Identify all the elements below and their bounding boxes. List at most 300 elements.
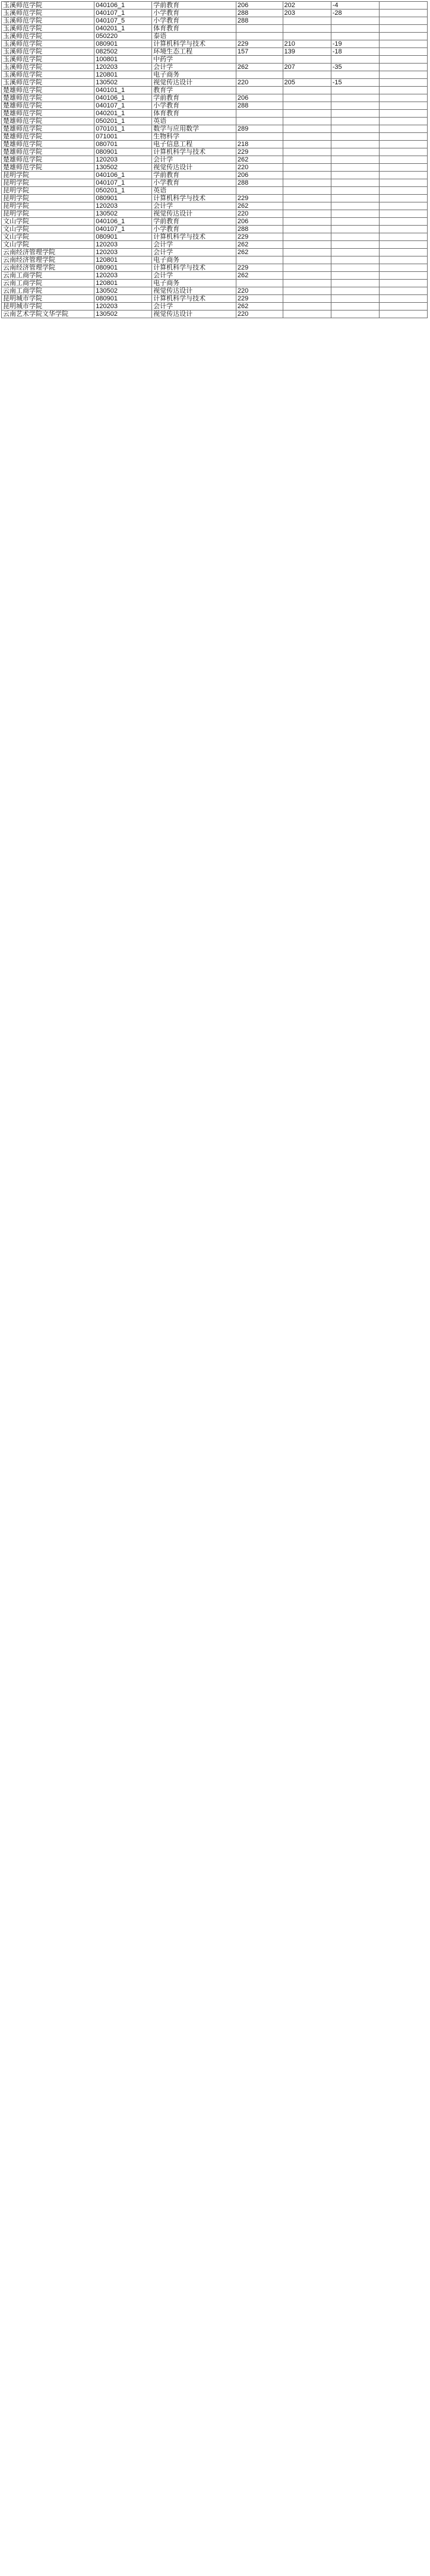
table-row bbox=[2, 40, 428, 48]
table-row bbox=[2, 156, 428, 164]
school-cell: 文山学院 bbox=[2, 233, 94, 241]
score-cell: 229 bbox=[236, 295, 283, 303]
score-cell: 206 bbox=[236, 2, 283, 9]
table-row bbox=[2, 110, 428, 118]
code-cell: 040201_1 bbox=[94, 110, 152, 118]
min-cell bbox=[283, 71, 331, 79]
avg-cell bbox=[331, 141, 379, 148]
code-cell: 130502 bbox=[94, 310, 152, 318]
code-cell: 120203 bbox=[94, 303, 152, 310]
diff-cell bbox=[379, 241, 427, 249]
diff-cell bbox=[379, 118, 427, 125]
table-row bbox=[2, 280, 428, 287]
school-cell: 云南工商学院 bbox=[2, 287, 94, 295]
min-cell bbox=[283, 125, 331, 133]
min-cell bbox=[283, 233, 331, 241]
school-cell: 云南工商学院 bbox=[2, 280, 94, 287]
school-cell: 云南经济管理学院 bbox=[2, 264, 94, 272]
min-cell bbox=[283, 110, 331, 118]
school-cell: 昆明学院 bbox=[2, 179, 94, 187]
diff-cell bbox=[379, 172, 427, 179]
diff-cell bbox=[379, 264, 427, 272]
major-cell: 会计学 bbox=[152, 202, 236, 210]
major-cell: 小学教育 bbox=[152, 179, 236, 187]
avg-cell bbox=[331, 125, 379, 133]
code-cell: 040106_1 bbox=[94, 218, 152, 226]
school-cell: 玉溪师范学院 bbox=[2, 17, 94, 25]
major-cell: 学前教育 bbox=[152, 218, 236, 226]
avg-cell bbox=[331, 256, 379, 264]
avg-cell bbox=[331, 210, 379, 218]
code-cell: 120203 bbox=[94, 156, 152, 164]
code-cell: 040106_1 bbox=[94, 94, 152, 102]
school-cell: 玉溪师范学院 bbox=[2, 40, 94, 48]
major-cell: 会计学 bbox=[152, 241, 236, 249]
table-row bbox=[2, 125, 428, 133]
avg-cell bbox=[331, 118, 379, 125]
major-cell: 视觉传达设计 bbox=[152, 210, 236, 218]
code-cell: 040107_1 bbox=[94, 9, 152, 17]
score-cell: 262 bbox=[236, 249, 283, 256]
code-cell: 040201_1 bbox=[94, 25, 152, 33]
table-row bbox=[2, 264, 428, 272]
table-row bbox=[2, 102, 428, 110]
diff-cell bbox=[379, 64, 427, 71]
major-cell: 小学教育 bbox=[152, 102, 236, 110]
min-cell bbox=[283, 33, 331, 40]
diff-cell bbox=[379, 79, 427, 87]
avg-cell bbox=[331, 102, 379, 110]
major-cell: 体育教育 bbox=[152, 110, 236, 118]
table-row bbox=[2, 241, 428, 249]
major-cell: 小学教育 bbox=[152, 226, 236, 233]
avg-cell bbox=[331, 25, 379, 33]
diff-cell bbox=[379, 94, 427, 102]
min-cell bbox=[283, 280, 331, 287]
table-row bbox=[2, 195, 428, 202]
diff-cell bbox=[379, 33, 427, 40]
school-cell: 文山学院 bbox=[2, 218, 94, 226]
diff-cell bbox=[379, 233, 427, 241]
avg-cell bbox=[331, 164, 379, 172]
min-cell bbox=[283, 210, 331, 218]
school-cell: 玉溪师范学院 bbox=[2, 79, 94, 87]
code-cell: 120203 bbox=[94, 64, 152, 71]
min-cell: 207 bbox=[283, 64, 331, 71]
major-cell: 英语 bbox=[152, 118, 236, 125]
diff-cell bbox=[379, 195, 427, 202]
school-cell: 玉溪师范学院 bbox=[2, 2, 94, 9]
school-cell: 文山学院 bbox=[2, 241, 94, 249]
score-cell: 289 bbox=[236, 125, 283, 133]
table-row bbox=[2, 172, 428, 179]
diff-cell bbox=[379, 179, 427, 187]
min-cell bbox=[283, 172, 331, 179]
code-cell: 080901 bbox=[94, 195, 152, 202]
major-cell: 泰语 bbox=[152, 33, 236, 40]
score-cell: 206 bbox=[236, 218, 283, 226]
score-cell bbox=[236, 56, 283, 64]
score-cell: 229 bbox=[236, 40, 283, 48]
table-row bbox=[2, 56, 428, 64]
table-row bbox=[2, 87, 428, 94]
school-cell: 玉溪师范学院 bbox=[2, 48, 94, 56]
min-cell: 139 bbox=[283, 48, 331, 56]
score-cell bbox=[236, 71, 283, 79]
major-cell: 中药学 bbox=[152, 56, 236, 64]
diff-cell bbox=[379, 148, 427, 156]
avg-cell bbox=[331, 179, 379, 187]
avg-cell bbox=[331, 33, 379, 40]
diff-cell bbox=[379, 110, 427, 118]
score-cell: 206 bbox=[236, 172, 283, 179]
score-cell: 220 bbox=[236, 79, 283, 87]
school-cell: 玉溪师范学院 bbox=[2, 56, 94, 64]
school-cell: 楚雄师范学院 bbox=[2, 118, 94, 125]
major-cell: 视觉传达设计 bbox=[152, 164, 236, 172]
avg-cell bbox=[331, 94, 379, 102]
avg-cell bbox=[331, 218, 379, 226]
code-cell: 120801 bbox=[94, 280, 152, 287]
diff-cell bbox=[379, 249, 427, 256]
score-cell bbox=[236, 256, 283, 264]
avg-cell bbox=[331, 71, 379, 79]
score-cell bbox=[236, 87, 283, 94]
avg-cell bbox=[331, 87, 379, 94]
avg-cell bbox=[331, 310, 379, 318]
score-cell: 288 bbox=[236, 102, 283, 110]
major-cell: 学前教育 bbox=[152, 172, 236, 179]
table-row bbox=[2, 233, 428, 241]
diff-cell bbox=[379, 2, 427, 9]
avg-cell: -15 bbox=[331, 79, 379, 87]
score-cell bbox=[236, 25, 283, 33]
code-cell: 120203 bbox=[94, 272, 152, 280]
score-cell: 288 bbox=[236, 17, 283, 25]
avg-cell bbox=[331, 202, 379, 210]
table-row bbox=[2, 295, 428, 303]
major-cell: 计算机科学与技术 bbox=[152, 264, 236, 272]
table-row bbox=[2, 202, 428, 210]
table-row bbox=[2, 48, 428, 56]
diff-cell bbox=[379, 17, 427, 25]
major-cell: 电子商务 bbox=[152, 256, 236, 264]
major-cell: 计算机科学与技术 bbox=[152, 233, 236, 241]
score-cell: 262 bbox=[236, 156, 283, 164]
school-cell: 楚雄师范学院 bbox=[2, 110, 94, 118]
score-cell bbox=[236, 280, 283, 287]
school-cell: 昆明城市学院 bbox=[2, 303, 94, 310]
score-cell: 220 bbox=[236, 210, 283, 218]
school-cell: 楚雄师范学院 bbox=[2, 148, 94, 156]
diff-cell bbox=[379, 226, 427, 233]
score-cell: 288 bbox=[236, 226, 283, 233]
major-cell: 视觉传达设计 bbox=[152, 287, 236, 295]
school-cell: 楚雄师范学院 bbox=[2, 133, 94, 141]
code-cell: 130502 bbox=[94, 210, 152, 218]
avg-cell bbox=[331, 187, 379, 195]
avg-cell bbox=[331, 148, 379, 156]
diff-cell bbox=[379, 280, 427, 287]
score-cell: 288 bbox=[236, 9, 283, 17]
table-body bbox=[2, 2, 428, 318]
school-cell: 楚雄师范学院 bbox=[2, 102, 94, 110]
table-row bbox=[2, 64, 428, 71]
score-cell: 229 bbox=[236, 233, 283, 241]
min-cell bbox=[283, 295, 331, 303]
avg-cell: -35 bbox=[331, 64, 379, 71]
diff-cell bbox=[379, 102, 427, 110]
score-cell: 218 bbox=[236, 141, 283, 148]
code-cell: 130502 bbox=[94, 79, 152, 87]
major-cell: 英语 bbox=[152, 187, 236, 195]
major-cell: 计算机科学与技术 bbox=[152, 195, 236, 202]
diff-cell bbox=[379, 210, 427, 218]
min-cell bbox=[283, 179, 331, 187]
code-cell: 120203 bbox=[94, 249, 152, 256]
school-cell: 楚雄师范学院 bbox=[2, 125, 94, 133]
avg-cell bbox=[331, 264, 379, 272]
avg-cell bbox=[331, 249, 379, 256]
major-cell: 会计学 bbox=[152, 303, 236, 310]
min-cell bbox=[283, 141, 331, 148]
school-cell: 云南经济管理学院 bbox=[2, 256, 94, 264]
code-cell: 040107_1 bbox=[94, 102, 152, 110]
major-cell: 视觉传达设计 bbox=[152, 310, 236, 318]
table-row bbox=[2, 256, 428, 264]
min-cell bbox=[283, 272, 331, 280]
major-cell: 学前教育 bbox=[152, 2, 236, 9]
min-cell bbox=[283, 56, 331, 64]
code-cell: 080901 bbox=[94, 264, 152, 272]
school-cell: 楚雄师范学院 bbox=[2, 141, 94, 148]
diff-cell bbox=[379, 71, 427, 79]
code-cell: 120203 bbox=[94, 241, 152, 249]
major-cell: 会计学 bbox=[152, 249, 236, 256]
major-cell: 电子商务 bbox=[152, 71, 236, 79]
score-cell: 220 bbox=[236, 164, 283, 172]
code-cell: 050201_1 bbox=[94, 187, 152, 195]
table-row bbox=[2, 179, 428, 187]
diff-cell bbox=[379, 187, 427, 195]
school-cell: 云南艺术学院文华学院 bbox=[2, 310, 94, 318]
avg-cell bbox=[331, 133, 379, 141]
school-cell: 玉溪师范学院 bbox=[2, 9, 94, 17]
min-cell: 205 bbox=[283, 79, 331, 87]
avg-cell bbox=[331, 295, 379, 303]
avg-cell bbox=[331, 233, 379, 241]
diff-cell bbox=[379, 48, 427, 56]
table-row bbox=[2, 303, 428, 310]
diff-cell bbox=[379, 156, 427, 164]
major-cell: 视觉传达设计 bbox=[152, 79, 236, 87]
diff-cell bbox=[379, 25, 427, 33]
table-row bbox=[2, 164, 428, 172]
code-cell: 050201_1 bbox=[94, 118, 152, 125]
table-row bbox=[2, 133, 428, 141]
major-cell: 会计学 bbox=[152, 64, 236, 71]
major-cell: 小学教育 bbox=[152, 17, 236, 25]
school-cell: 楚雄师范学院 bbox=[2, 87, 94, 94]
score-cell: 229 bbox=[236, 148, 283, 156]
code-cell: 040106_1 bbox=[94, 172, 152, 179]
table-row bbox=[2, 71, 428, 79]
min-cell bbox=[283, 226, 331, 233]
major-cell: 计算机科学与技术 bbox=[152, 148, 236, 156]
min-cell bbox=[283, 187, 331, 195]
diff-cell bbox=[379, 125, 427, 133]
diff-cell bbox=[379, 40, 427, 48]
score-cell: 229 bbox=[236, 264, 283, 272]
major-cell: 环境生态工程 bbox=[152, 48, 236, 56]
table-row bbox=[2, 94, 428, 102]
score-cell: 220 bbox=[236, 310, 283, 318]
avg-cell bbox=[331, 17, 379, 25]
table-row bbox=[2, 226, 428, 233]
school-cell: 昆明城市学院 bbox=[2, 295, 94, 303]
avg-cell: -19 bbox=[331, 40, 379, 48]
major-cell: 电子信息工程 bbox=[152, 141, 236, 148]
table-row bbox=[2, 2, 428, 9]
major-cell: 会计学 bbox=[152, 156, 236, 164]
table-row bbox=[2, 33, 428, 40]
score-cell: 262 bbox=[236, 64, 283, 71]
diff-cell bbox=[379, 164, 427, 172]
min-cell bbox=[283, 249, 331, 256]
code-cell: 040101_1 bbox=[94, 87, 152, 94]
min-cell bbox=[283, 303, 331, 310]
school-cell: 昆明学院 bbox=[2, 195, 94, 202]
diff-cell bbox=[379, 56, 427, 64]
avg-cell bbox=[331, 303, 379, 310]
code-cell: 080901 bbox=[94, 148, 152, 156]
code-cell: 120203 bbox=[94, 202, 152, 210]
school-cell: 昆明学院 bbox=[2, 202, 94, 210]
school-cell: 楚雄师范学院 bbox=[2, 156, 94, 164]
major-cell: 数学与应用数学 bbox=[152, 125, 236, 133]
avg-cell bbox=[331, 226, 379, 233]
diff-cell bbox=[379, 295, 427, 303]
school-cell: 文山学院 bbox=[2, 226, 94, 233]
admission-score-table bbox=[1, 1, 428, 318]
avg-cell: -18 bbox=[331, 48, 379, 56]
school-cell: 玉溪师范学院 bbox=[2, 64, 94, 71]
avg-cell bbox=[331, 287, 379, 295]
code-cell: 130502 bbox=[94, 164, 152, 172]
code-cell: 040107_5 bbox=[94, 17, 152, 25]
code-cell: 050220 bbox=[94, 33, 152, 40]
min-cell bbox=[283, 118, 331, 125]
diff-cell bbox=[379, 256, 427, 264]
table-row bbox=[2, 141, 428, 148]
major-cell: 小学教育 bbox=[152, 9, 236, 17]
table-row bbox=[2, 287, 428, 295]
avg-cell bbox=[331, 110, 379, 118]
diff-cell bbox=[379, 202, 427, 210]
school-cell: 玉溪师范学院 bbox=[2, 25, 94, 33]
code-cell: 080901 bbox=[94, 40, 152, 48]
table-row bbox=[2, 9, 428, 17]
score-cell bbox=[236, 187, 283, 195]
table-row bbox=[2, 148, 428, 156]
code-cell: 080701 bbox=[94, 141, 152, 148]
min-cell bbox=[283, 17, 331, 25]
code-cell: 080901 bbox=[94, 295, 152, 303]
code-cell: 130502 bbox=[94, 287, 152, 295]
avg-cell bbox=[331, 56, 379, 64]
min-cell: 203 bbox=[283, 9, 331, 17]
min-cell bbox=[283, 164, 331, 172]
diff-cell bbox=[379, 272, 427, 280]
code-cell: 120801 bbox=[94, 71, 152, 79]
score-cell: 262 bbox=[236, 303, 283, 310]
score-cell bbox=[236, 33, 283, 40]
diff-cell bbox=[379, 9, 427, 17]
score-cell: 157 bbox=[236, 48, 283, 56]
table-row bbox=[2, 249, 428, 256]
school-cell: 楚雄师范学院 bbox=[2, 164, 94, 172]
code-cell: 040107_1 bbox=[94, 179, 152, 187]
avg-cell bbox=[331, 241, 379, 249]
diff-cell bbox=[379, 133, 427, 141]
major-cell: 会计学 bbox=[152, 272, 236, 280]
major-cell: 电子商务 bbox=[152, 280, 236, 287]
school-cell: 楚雄师范学院 bbox=[2, 94, 94, 102]
code-cell: 040107_1 bbox=[94, 226, 152, 233]
score-cell: 229 bbox=[236, 195, 283, 202]
min-cell bbox=[283, 102, 331, 110]
min-cell: 202 bbox=[283, 2, 331, 9]
code-cell: 040106_1 bbox=[94, 2, 152, 9]
school-cell: 玉溪师范学院 bbox=[2, 33, 94, 40]
score-cell: 288 bbox=[236, 179, 283, 187]
table-row bbox=[2, 210, 428, 218]
min-cell bbox=[283, 202, 331, 210]
min-cell bbox=[283, 195, 331, 202]
table-row bbox=[2, 310, 428, 318]
diff-cell bbox=[379, 303, 427, 310]
min-cell bbox=[283, 94, 331, 102]
major-cell: 学前教育 bbox=[152, 94, 236, 102]
school-cell: 玉溪师范学院 bbox=[2, 71, 94, 79]
code-cell: 100801 bbox=[94, 56, 152, 64]
code-cell: 080901 bbox=[94, 233, 152, 241]
min-cell bbox=[283, 218, 331, 226]
min-cell bbox=[283, 25, 331, 33]
code-cell: 120801 bbox=[94, 256, 152, 264]
major-cell: 体育教育 bbox=[152, 25, 236, 33]
min-cell bbox=[283, 310, 331, 318]
diff-cell bbox=[379, 87, 427, 94]
score-cell: 206 bbox=[236, 94, 283, 102]
score-cell: 220 bbox=[236, 287, 283, 295]
min-cell bbox=[283, 148, 331, 156]
major-cell: 计算机科学与技术 bbox=[152, 295, 236, 303]
diff-cell bbox=[379, 141, 427, 148]
score-cell: 262 bbox=[236, 241, 283, 249]
score-cell bbox=[236, 118, 283, 125]
table-row bbox=[2, 79, 428, 87]
school-cell: 昆明学院 bbox=[2, 210, 94, 218]
avg-cell: -4 bbox=[331, 2, 379, 9]
avg-cell bbox=[331, 272, 379, 280]
score-cell: 262 bbox=[236, 272, 283, 280]
code-cell: 070101_1 bbox=[94, 125, 152, 133]
min-cell: 210 bbox=[283, 40, 331, 48]
diff-cell bbox=[379, 310, 427, 318]
score-cell: 262 bbox=[236, 202, 283, 210]
min-cell bbox=[283, 241, 331, 249]
